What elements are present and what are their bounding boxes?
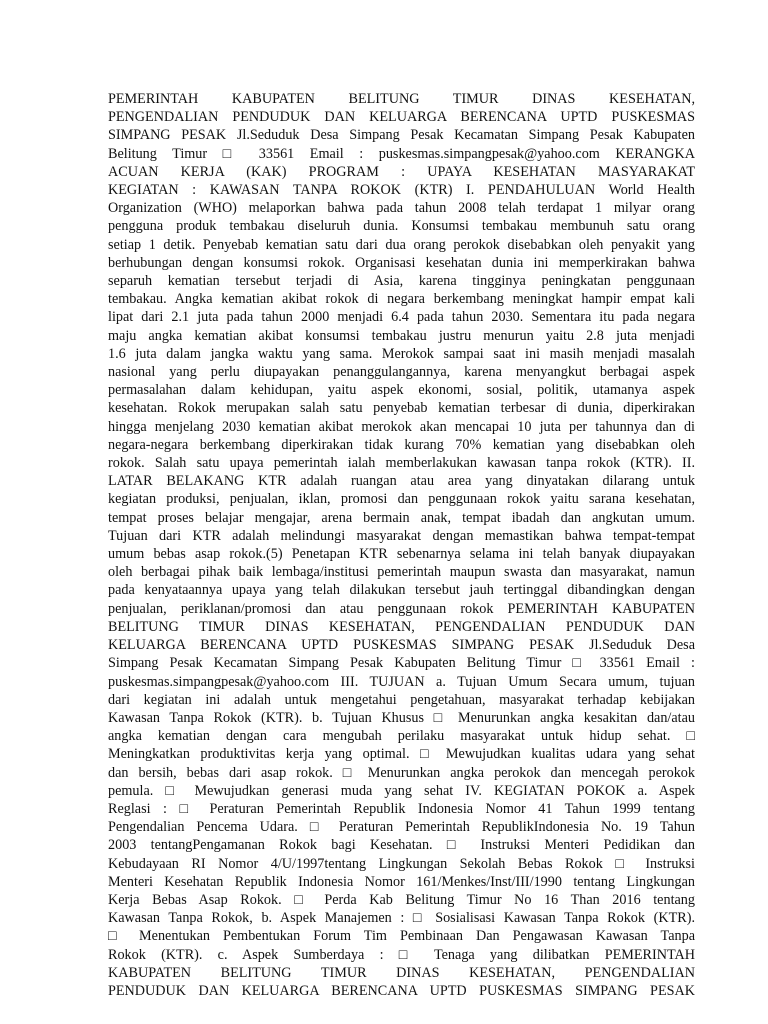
text-line: Meningkatkan produktivitas kerja yang optimal. □ Mewujudkan kualitas udara yang sehat [108,746,695,763]
text-line: puskesmas.simpangpesak@yahoo.com III. TUJUAN a. Tujuan Umum Secara umum, tujuan [108,673,695,690]
text-line: Kebudayaan RI Nomor 4/U/1997tentang Lingkungan Sekolah Bebas Rokok □ Instruksi [108,855,695,872]
text-line: pada kenyataannya upaya yang telah dilakukan tersebut jauh tertinggal dibandingkan dengan [108,582,695,599]
text-line: KABUPATEN BELITUNG TIMUR DINAS KESEHATAN, PENGENDALIAN [108,964,695,981]
text-line: Belitung Timur □ 33561 Email : puskesmas.simpangpesak@yahoo.com KERANGKA [108,145,695,162]
text-line: 1.6 juta dalam jangka waktu yang sama. Merokok sampai saat ini masih menjadi masalah [108,345,695,362]
text-line: Reglasi : □ Peraturan Pemerintah Republik Indonesia Nomor 41 Tahun 1999 tentang [108,800,695,817]
text-line: BELITUNG TIMUR DINAS KESEHATAN, PENGENDALIAN PENDUDUK DAN [108,618,695,635]
text-line: permasalahan dalam kehidupan, yaitu aspek ekonomi, sosial, politik, utamanya aspek [108,382,695,399]
text-line: penjualan, periklanan/promosi dan atau penggunaan rokok PEMERINTAH KABUPATEN [108,600,695,617]
text-line: Kerja Bebas Asap Rokok. □ Perda Kab Belitung Timur No 16 Than 2016 tentang [108,891,695,908]
document-body [108,90,695,1000]
text-line: berhubungan dengan konsumsi rokok. Organisasi kesehatan dunia ini memperkirakan bahwa [108,254,695,271]
text-line: Organization (WHO) melaporkan bahwa pada tahun 2008 telah terdapat 1 milyar orang [108,200,695,217]
text-line: oleh berbagai pihak baik lembaga/institusi pemerintah maupun swasta dan masyarakat, namun [108,564,695,581]
text-line: dari kegiatan ini adalah untuk mengetahui pengetahuan, masyarakat terhadap kebijakan [108,691,695,708]
document-page [108,90,695,1000]
text-line: Rokok (KTR). c. Aspek Sumberdaya : □ Tenaga yang dilibatkan PEMERINTAH [108,946,695,963]
text-line: □ Menentukan Pembentukan Forum Tim Pembinaan Dan Pengawasan Kawasan Tanpa [108,928,695,945]
text-line: Pengendalian Pencema Udara. □ Peraturan Pemerintah RepublikIndonesia No. 19 Tahun [108,819,695,836]
text-line: PENDUDUK DAN KELUARGA BERENCANA UPTD PUSKESMAS SIMPANG PESAK [108,982,695,999]
text-line: Kawasan Tanpa Rokok, b. Aspek Manajemen : □ Sosialisasi Kawasan Tanpa Rokok (KTR). [108,910,695,927]
text-line: tembakau. Angka kematian akibat rokok di negara berkembang meningkat hampir empat kali [108,291,695,308]
text-line: ACUAN KERJA (KAK) PROGRAM : UPAYA KESEHATAN MASYARAKAT [108,163,695,180]
text-line: maju angka kematian akibat konsumsi tembakau justru menurun yaitu 2.8 juta menjadi [108,327,695,344]
text-line: rokok. Salah satu upaya pemerintah ialah memberlakukan kawasan tanpa rokok (KTR). II. [108,455,695,472]
text-line: kesehatan. Rokok merupakan salah satu penyebab kematian terbesar di dunia, diperkirakan [108,400,695,417]
text-line: PEMERINTAH KABUPATEN BELITUNG TIMUR DINAS KESEHATAN, [108,91,695,107]
text-line: kegiatan produksi, penjualan, iklan, promosi dan penggunaan rokok yaitu sarana kesehatan, [108,491,695,508]
text-line: angka kematian dengan cara mengubah perilaku masyarakat untuk hidup sehat. □ [108,728,695,745]
text-line: lipat dari 2.1 juta pada tahun 2000 menjadi 6.4 pada tahun 2030. Sementara itu pada negara [108,309,695,326]
text-line: dan bersih, bebas dari asap rokok. □ Menurunkan angka perokok dan mencegah perokok [108,764,695,781]
text-line: KEGIATAN : KAWASAN TANPA ROKOK (KTR) I. PENDAHULUAN World Health [108,182,695,199]
text-line: pemula. □ Mewujudkan generasi muda yang sehat IV. KEGIATAN POKOK a. Aspek [108,782,695,799]
text-line: nasional yang perlu diupayakan penanggulangannya, karena menyangkut berbagai aspek [108,364,695,381]
text-line: umum bebas asap rokok.(5) Penetapan KTR sebenarnya selama ini telah banyak diupayakan [108,546,695,563]
text-line: 2003 tentangPengamanan Rokok bagi Kesehatan. □ Instruksi Menteri Pedidikan dan [108,837,695,854]
text-line: PENGENDALIAN PENDUDUK DAN KELUARGA BERENCANA UPTD PUSKESMAS [108,109,695,126]
text-line: KELUARGA BERENCANA UPTD PUSKESMAS SIMPANG PESAK Jl.Seduduk Desa [108,637,695,654]
text-line: hingga menjelang 2030 kematian akibat merokok akan mencapai 10 juta per tahunnya dan di [108,418,695,435]
text-line: LATAR BELAKANG KTR adalah ruangan atau area yang dinyatakan dilarang untuk [108,473,695,490]
text-line: Simpang Pesak Kecamatan Simpang Pesak Kabupaten Belitung Timur □ 33561 Email : [108,655,695,672]
text-line: SIMPANG PESAK Jl.Seduduk Desa Simpang Pesak Kecamatan Simpang Pesak Kabupaten [108,127,695,144]
text-line: setiap 1 detik. Penyebab kematian satu dari dua orang perokok disebabkan oleh penyakit yang [108,236,695,253]
text-line: Kawasan Tanpa Rokok (KTR). b. Tujuan Khusus □ Menurunkan angka kesakitan dan/atau [108,709,695,726]
text-line: tempat proses belajar mengajar, arena bermain anak, tempat ibadah dan angkutan umum. [108,509,695,526]
text-line: separuh kematian tersebut terjadi di Asia, karena tingginya peningkatan penggunaan [108,273,695,290]
text-line: Menteri Kesehatan Republik Indonesia Nomor 161/Menkes/Inst/III/1990 tentang Lingkungan [108,873,695,890]
text-line: pengguna produk tembakau diseluruh dunia. Konsumsi tembakau membunuh satu orang [108,218,695,235]
text-line: Tujuan dari KTR adalah melindungi masyarakat dengan memastikan bahwa tempat-tempat [108,527,695,544]
text-line: negara-negara berkembang diperkirakan tidak kurang 70% kematian yang disebabkan oleh [108,436,695,453]
